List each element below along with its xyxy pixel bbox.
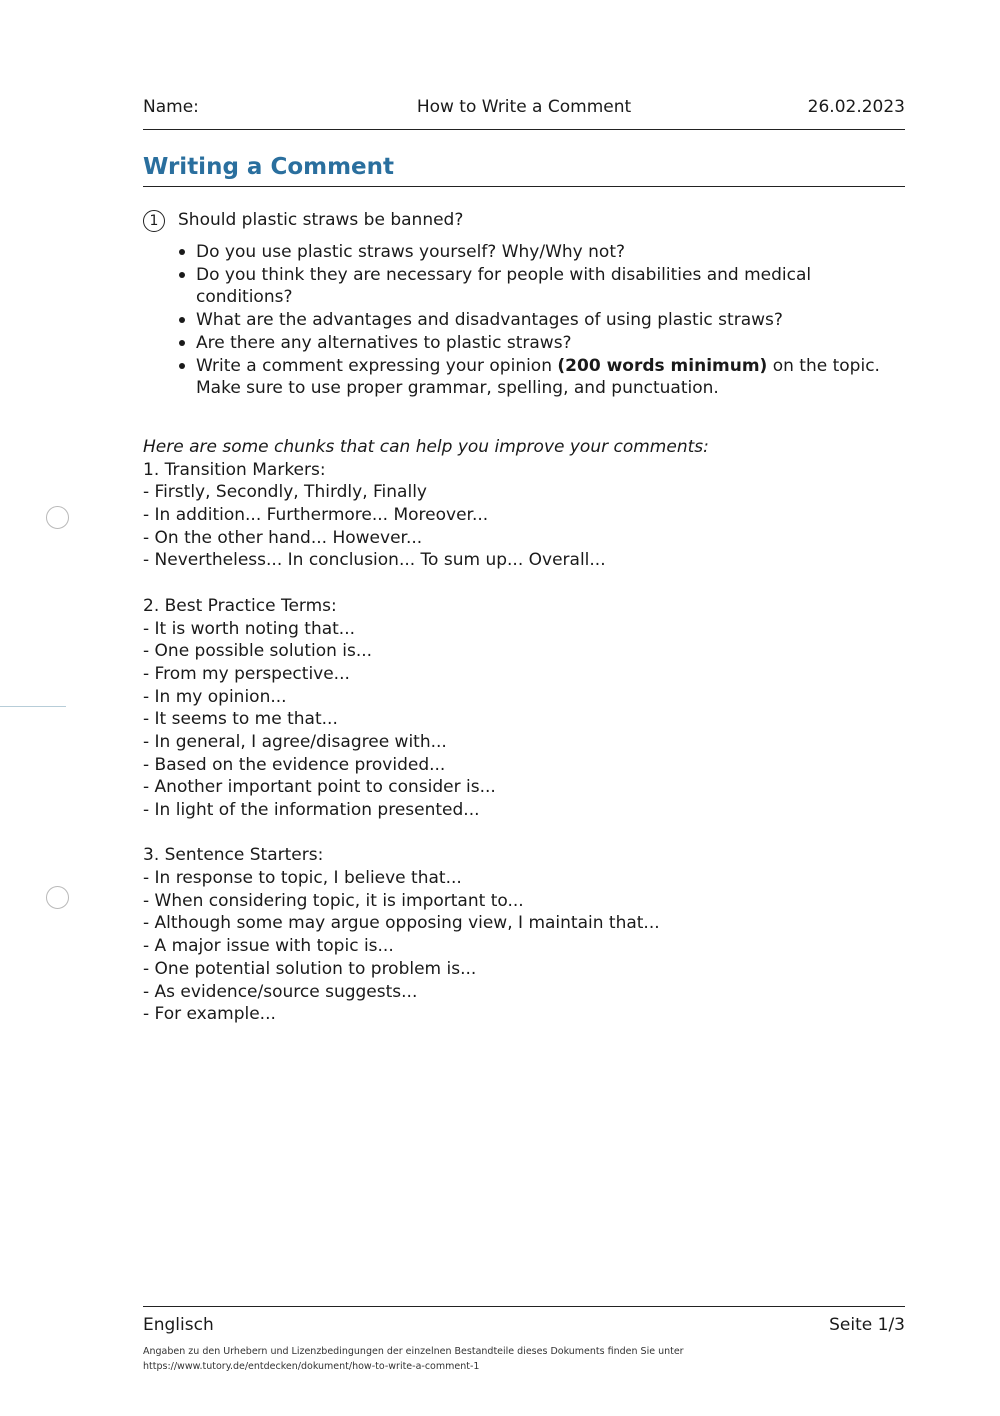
list-item: Write a comment expressing your opinion (200 words minimum) on the topic. Make sure to use proper grammar, spelling, and punctuation. bbox=[178, 355, 905, 400]
chunk-line: - As evidence/source suggests... bbox=[143, 981, 418, 1002]
footer-subject: Englisch bbox=[143, 1315, 214, 1335]
chunk-line: - It is worth noting that... bbox=[143, 618, 356, 639]
chunk-line: - Nevertheless... In conclusion... To sum up... Overall... bbox=[143, 550, 606, 571]
page-header bbox=[143, 95, 905, 119]
chunks-section bbox=[143, 436, 905, 1026]
spacer bbox=[143, 572, 905, 595]
list-item: What are the advantages and disadvantages of using plastic straws? bbox=[178, 309, 905, 332]
chunk-line: - Based on the evidence provided... bbox=[143, 754, 446, 775]
list-item: Do you use plastic straws yourself? Why/Why not? bbox=[178, 241, 905, 264]
name-label: Name: bbox=[143, 97, 199, 117]
list-item: Are there any alternatives to plastic straws? bbox=[178, 332, 905, 355]
chunks-intro: Here are some chunks that can help you improve your comments: bbox=[143, 437, 709, 457]
attribution-text: Angaben zu den Urhebern und Lizenzbedingungen der einzelnen Bestandteile dieses Dokuments finden Sie unter bbox=[143, 1346, 684, 1357]
word-count-requirement: (200 words minimum) bbox=[557, 355, 768, 376]
binder-hole-bottom bbox=[46, 886, 69, 909]
title-divider bbox=[143, 186, 905, 187]
task-bullet-list bbox=[178, 241, 905, 400]
chunk-line: - On the other hand... However... bbox=[143, 527, 423, 548]
binder-hole-top bbox=[46, 506, 69, 529]
footer-divider bbox=[143, 1306, 905, 1307]
page-title: Writing a Comment bbox=[143, 154, 395, 180]
attribution-note bbox=[143, 1344, 905, 1374]
page-number: Seite 1/3 bbox=[829, 1315, 905, 1335]
chunk-line: - One possible solution is... bbox=[143, 641, 373, 662]
document-date: 26.02.2023 bbox=[807, 97, 905, 117]
task-number-badge: 1 bbox=[143, 210, 165, 232]
section-heading: 1. Transition Markers: bbox=[143, 459, 326, 480]
chunk-line: - In response to topic, I believe that... bbox=[143, 868, 462, 889]
chunk-line: - Another important point to consider is... bbox=[143, 777, 496, 798]
chunk-line: - One potential solution to problem is... bbox=[143, 958, 477, 979]
chunk-line: - In addition... Furthermore... Moreover... bbox=[143, 505, 489, 526]
bullet-icon bbox=[179, 272, 185, 278]
chunk-line: - For example... bbox=[143, 1004, 276, 1025]
spacer bbox=[143, 822, 905, 845]
chunk-line: - It seems to me that... bbox=[143, 709, 338, 730]
chunk-line: - Firstly, Secondly, Thirdly, Finally bbox=[143, 482, 427, 503]
attribution-link[interactable]: https://www.tutory.de/entdecken/dokument/how-to-write-a-comment-1 bbox=[143, 1361, 480, 1372]
document-title: How to Write a Comment bbox=[416, 97, 632, 117]
chunk-line: - In general, I agree/disagree with... bbox=[143, 731, 447, 752]
section-heading: 3. Sentence Starters: bbox=[143, 845, 324, 866]
chunk-line: - When considering topic, it is important to... bbox=[143, 890, 524, 911]
bullet-icon bbox=[179, 340, 185, 346]
chunk-line: - In light of the information presented... bbox=[143, 800, 480, 820]
chunk-line: - A major issue with topic is... bbox=[143, 936, 394, 957]
header-divider bbox=[143, 129, 905, 130]
chunk-line: - In my opinion... bbox=[143, 686, 287, 707]
fold-mark bbox=[0, 706, 66, 707]
bullet-icon bbox=[179, 363, 185, 369]
bullet-icon bbox=[179, 317, 185, 323]
chunk-line: - From my perspective... bbox=[143, 663, 350, 684]
task-question: Should plastic straws be banned? bbox=[178, 210, 464, 230]
bullet-icon bbox=[179, 249, 185, 255]
chunk-line: - Although some may argue opposing view, I maintain that... bbox=[143, 913, 660, 934]
list-item: Do you think they are necessary for people with disabilities and medical conditions? bbox=[178, 264, 905, 309]
section-heading: 2. Best Practice Terms: bbox=[143, 595, 337, 616]
